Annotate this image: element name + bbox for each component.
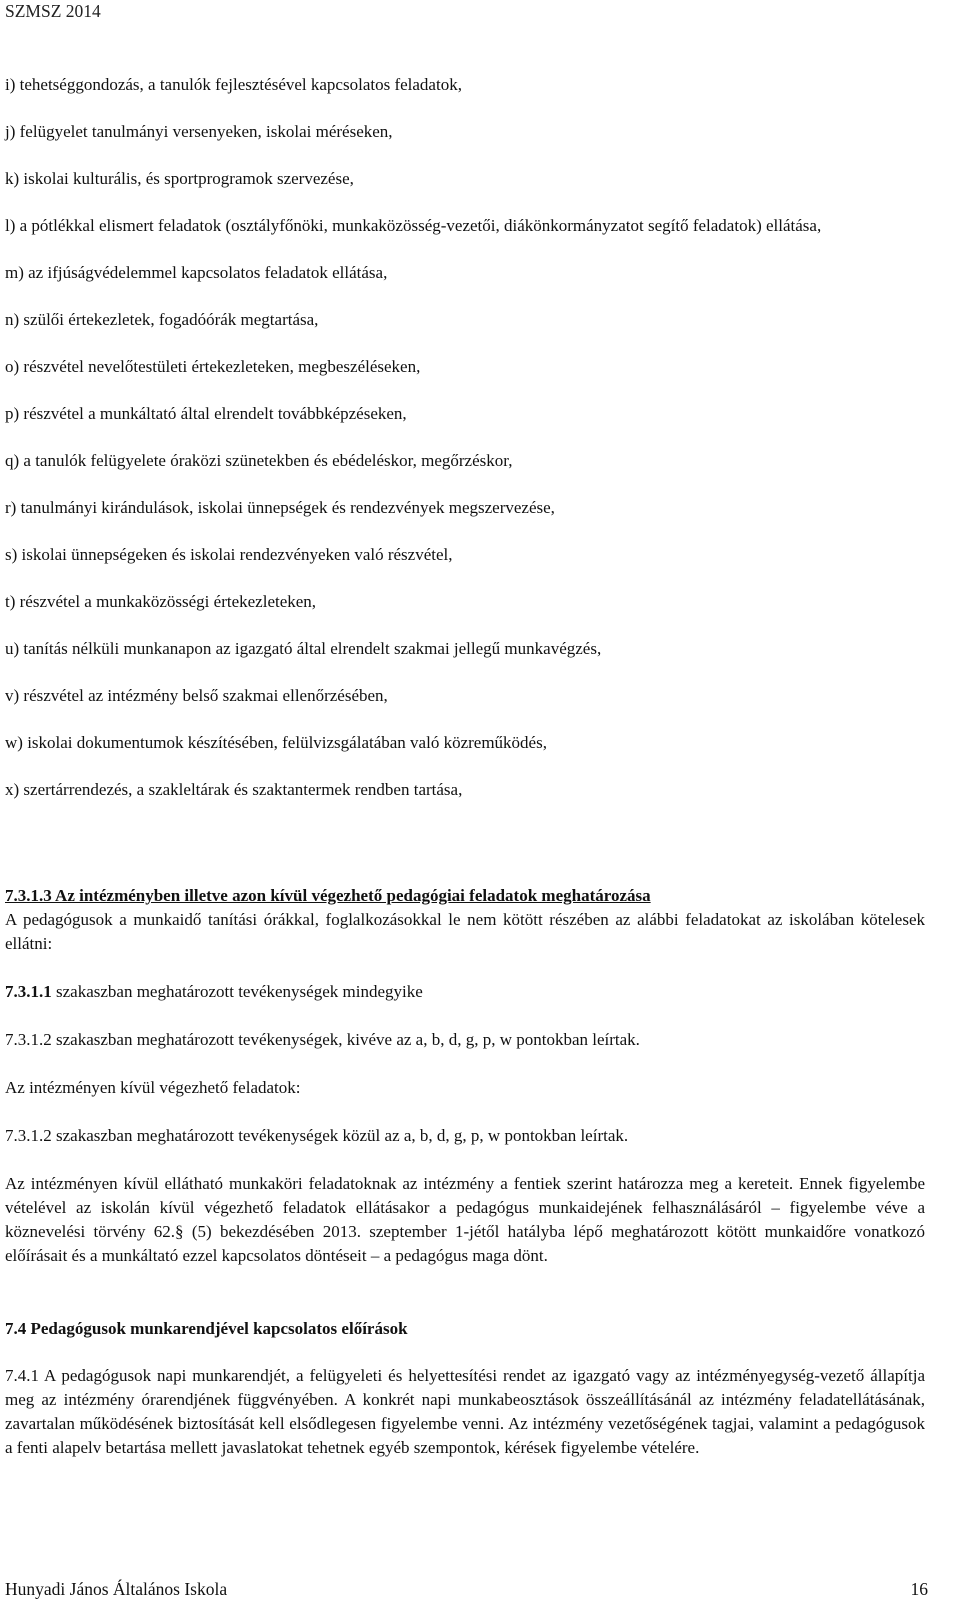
footer-page-number: 16 [910,1579,928,1599]
list-item: n) szülői értekezletek, fogadóórák megtartása, [5,310,319,329]
list-item: p) részvétel a munkáltató által elrendelt továbbképzéseken, [5,404,407,423]
line-7311 [5,980,925,1004]
task-list [5,73,925,825]
running-header: SZMSZ 2014 [5,1,101,21]
line-7311-number: 7.3.1.1 [5,982,52,1001]
list-item: r) tanulmányi kirándulások, iskolai ünnepségek és rendezvények megszervezése, [5,498,555,517]
list-item: i) tehetséggondozás, a tanulók fejlesztésével kapcsolatos feladatok, [5,75,462,94]
list-item: w) iskolai dokumentumok készítésében, felülvizsgálatában való közreműködés, [5,733,547,752]
line-7311-text: szakaszban meghatározott tevékenységek mindegyike [51,982,423,1001]
list-item: x) szertárrendezés, a szakleltárak és szaktantermek rendben tartása, [5,780,463,799]
list-item: s) iskolai ünnepségeken és iskolai rendezvényeken való részvétel, [5,545,453,564]
list-item: v) részvétel az intézmény belső szakmai ellenőrzésében, [5,686,388,705]
list-item: o) részvétel nevelőtestületi értekezleteken, megbeszéléseken, [5,357,421,376]
paragraph-outside-tasks: Az intézményen kívül ellátható munkaköri feladatoknak az intézmény a fentiek szerint határozza meg a kereteit. Ennek figyelembe vételével az iskolán kívül végezhető feladatok ellátásakor a pedagógus munkaidejének felhasználásáról – figyelembe véve a köznevelési törvény 62.§ (5) bekezdésében 2013. szeptember 1-jétől hatályba lépő meghatározott kötött munkaidőre vonatkozó előírásait és a munkáltató ezzel kapcsolatos döntéseit – a pedagógus maga dönt. [5,1174,925,1265]
list-item: l) a pótlékkal elismert feladatok (osztályfőnöki, munkaközösség-vezetői, diákönkormányzatot segítő feladatok) ellátása, [5,216,822,235]
list-item: m) az ifjúságvédelemmel kapcsolatos feladatok ellátása, [5,263,388,282]
list-item: k) iskolai kulturális, és sportprogramok szervezése, [5,169,354,188]
list-item: q) a tanulók felügyelete óraközi szünetekben és ebédeléskor, megőrzéskor, [5,451,513,470]
list-item: j) felügyelet tanulmányi versenyeken, iskolai méréseken, [5,122,393,141]
line-7312-outside: 7.3.1.2 szakaszban meghatározott tevékenységek közül az a, b, d, g, p, w pontokban leírtak. [5,1126,629,1145]
section-heading-74: 7.4 Pedagógusok munkarendjével kapcsolatos előírások [5,1319,408,1338]
section-intro-7313: A pedagógusok a munkaidő tanítási órákkal, foglalkozásokkal le nem kötött részében az alábbi feladatokat az iskolában kötelesek ellátni: [5,910,925,953]
outside-tasks-label: Az intézményen kívül végezhető feladatok: [5,1078,301,1097]
section-heading-7313: 7.3.1.3 Az intézményben illetve azon kívül végezhető pedagógiai feladatok meghatározása [5,886,651,905]
list-item: t) részvétel a munkaközösségi értekezleteken, [5,592,317,611]
paragraph-741: 7.4.1 A pedagógusok napi munkarendjét, a felügyeleti és helyettesítési rendet az igazgató vagy az intézményegység-vezető állapítja meg az intézmény órarendjének függvényében. A konkrét napi munkabeosztások összeállításánál az intézmény feladatellátásának, zavartalan működésének biztosítását kell elsődlegesen figyelembe venni. Az intézmény vezetőségének tagjai, valamint a pedagógusok a fenti alapelv betartása mellett javaslatokat tehetnek egyéb szempontok, kérések figyelembe vételére. [5,1366,925,1457]
line-7312: 7.3.1.2 szakaszban meghatározott tevékenységek, kivéve az a, b, d, g, p, w pontokban leírtak. [5,1030,640,1049]
footer-school-name: Hunyadi János Általános Iskola [5,1579,228,1599]
list-item: u) tanítás nélküli munkanapon az igazgató által elrendelt szakmai jellegű munkavégzés, [5,639,602,658]
